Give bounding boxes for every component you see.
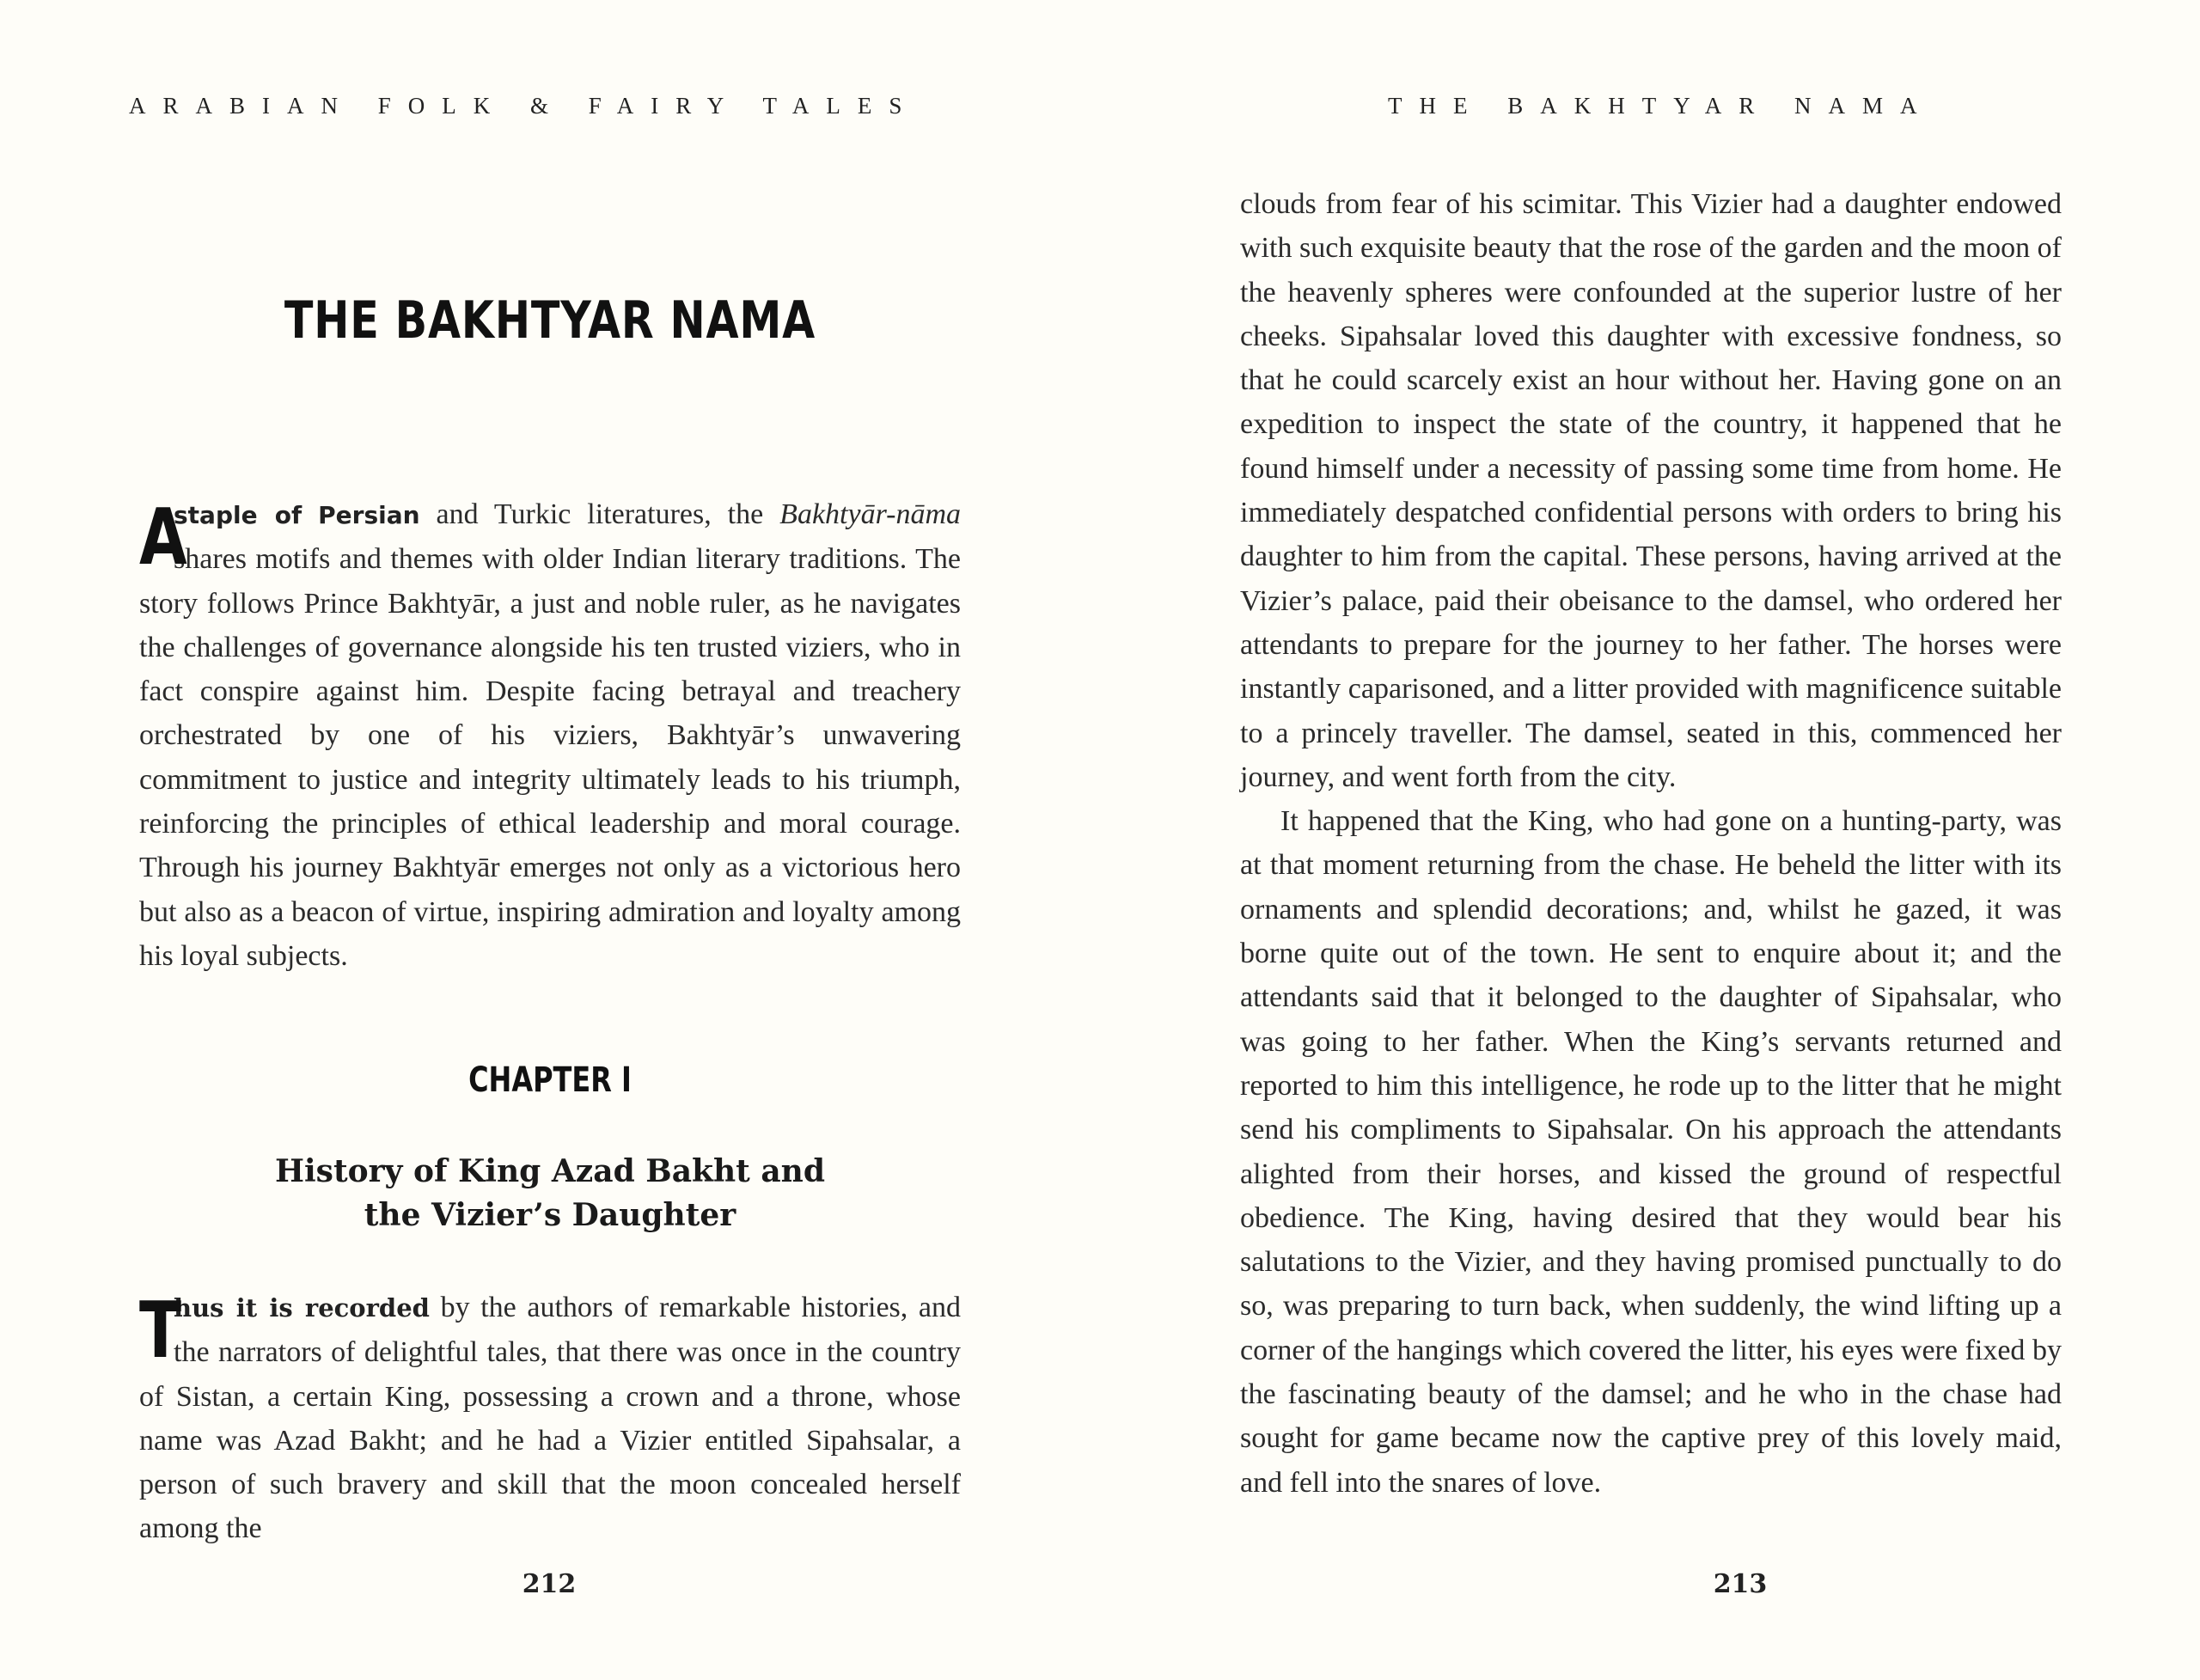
chapter-subtitle-line-2: the Vizier’s Daughter — [364, 1197, 736, 1233]
chapter-subtitle — [138, 1150, 962, 1237]
intro-paragraph — [139, 492, 961, 978]
chapter-opening-text: by the authors of remarkable histories, and the narrators of delightful tales, that there was once in the country of Sistan, a certain King, possessing a crown and a throne, whose name was Azad Bakht; and he had a Vizier entitled Sipahsalar, a person of such bravery and skill that the moon concealed herself among the — [139, 1292, 962, 1545]
chapter-opening-paragraph — [139, 1286, 961, 1551]
paragraph-continued: clouds from fear of his scimitar. This Vizier had a daughter endowed with such exquisite beauty that the rose of the garden and the moon of the heavenly spheres were confounded at the superior lustre of her cheeks. Sipahsalar loved this daughter with excessive fondness, so that he could scarcely exist an hour without her. Having gone on an expedition to inspect the state of the country, it happened that he found himself under a necessity of passing some time from home. He immediately despatched confidential persons with orders to bring his daughter to him from the capital. These persons, having arrived at the Vizier’s palace, paid their obeisance to the damsel, who ordered her attendants to prepare for the journey to her father. The horses were instantly caparisoned, and a litter provided with magnificence suitable to a princely traveller. The damsel, seated in this, commenced her journey, and went forth from the city. — [1240, 188, 2062, 793]
running-head-chapter-title: THE BAKHTYAR NAMA — [1388, 93, 1934, 119]
intro-text-1: and Turkic literatures, the — [419, 498, 780, 530]
chapter-lead-in: hus it is recorded — [174, 1293, 430, 1323]
drop-cap-t: T — [139, 1286, 182, 1376]
running-head-book-title: ARABIAN FOLK & FAIRY TALES — [129, 93, 920, 119]
right-page — [1100, 0, 2200, 1680]
intro-italic-title: Bakhtyār-nāma — [779, 498, 961, 530]
chapter-heading: CHAPTER I — [468, 1060, 632, 1100]
chapter-subtitle-line-1: History of King Azad Bakht and — [274, 1153, 825, 1189]
intro-lead-in: staple of — [174, 501, 302, 529]
intro-text-2: shares motifs and themes with older Indian literary traditions. The story follows Prince Bakhtyār, a just and noble ruler, as he navigates the challenges of governance alongside his ten trusted viziers, who in fact conspire against him. Despite facing betrayal and treachery orchestrated by one of his viziers, Bakhtyār’s unwavering commitment to justice and integrity ultimately leads to his triumph, reinforcing the principles of ethical leadership and moral courage. Through his journey Bakhtyār emerges not only as a victorious hero but also as a beacon of virtue, inspiring admiration and loyalty among his loyal subjects. — [139, 543, 961, 972]
page-number-left: 212 — [522, 1569, 577, 1599]
paragraph-king-hunting: It happened that the King, who had gone on a hunting-party, was at that moment returning from the chase. He beheld the litter with its ornaments and splendid decorations; and, whilst he gazed, it was borne quite out of the town. He sent to enquire about it; and the attendants said that it belonged to the daughter of Sipahsalar, who was going to her father. When the King’s servants returned and reported to him this intelligence, he rode up to the litter that he might send his compliments to Sipahsalar. On his approach the attendants alighted from their horses, and kissed the ground of respectful obedience. The King, having desired that they would bear his salutations to the Vizier, and they having promised punctually to do so, was preparing to turn back, when suddenly, the wind lifting up a corner of the hangings which covered the litter, his eyes were fixed by the fascinating beauty of the damsel; and he who in the chase had sought for game became now the captive prey of this lovely maid, and fell into the snares of love. — [1240, 805, 2062, 1499]
intro-lead-in-persian: Persian — [318, 501, 420, 529]
page-number-right: 213 — [1713, 1569, 1768, 1599]
right-page-text — [1240, 182, 2062, 1505]
drop-cap-a: A — [139, 492, 187, 583]
tale-title: THE BAKHTYAR NAMA — [284, 290, 816, 351]
